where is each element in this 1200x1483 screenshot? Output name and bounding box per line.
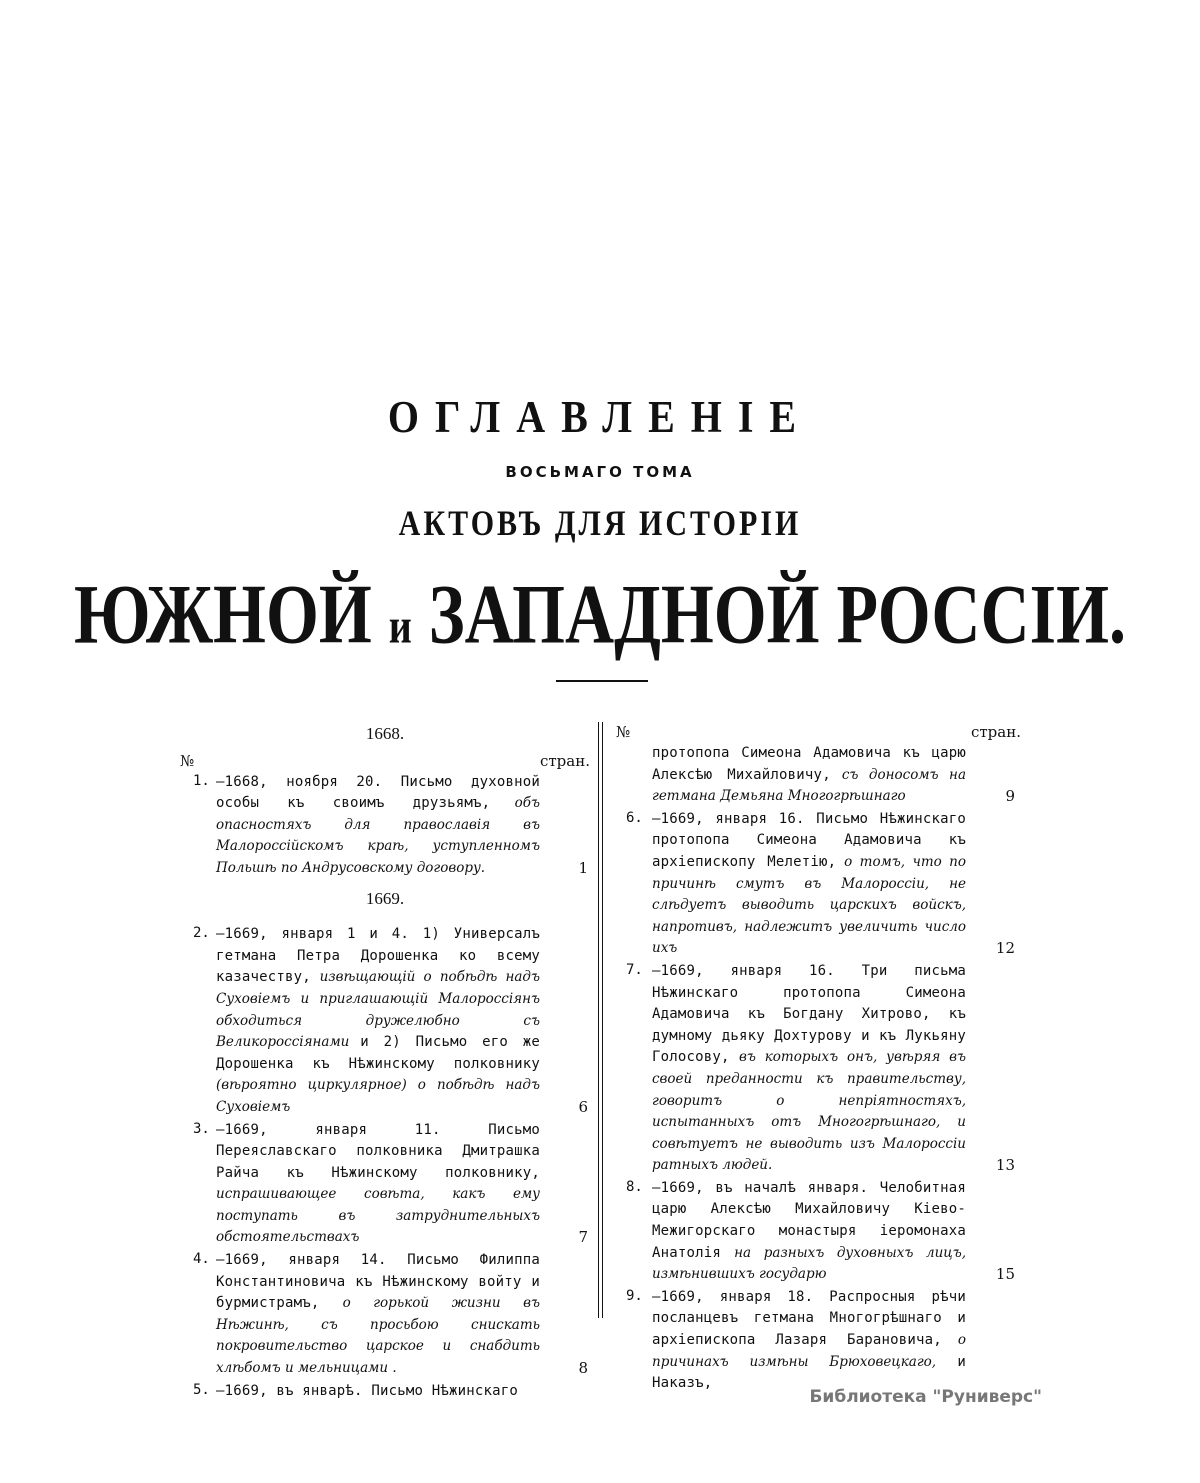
entry-description: о томъ, что по причинѣ смутъ въ Малороссіи, не слѣдуетъ выводить царскихъ войскъ, напротивъ, надлежитъ увеличить число ихъ — [652, 853, 966, 957]
region-west: ЗАПАДНОЙ РОССІИ. — [428, 566, 1126, 662]
entry-title: —1669, января 18. Распросныя рѣчи посланцевъ гетмана Многогрѣшнаго и архіепископа Лазаря Барановича, — [652, 1288, 966, 1349]
toc-entry[interactable] — [616, 960, 1021, 1176]
entry-number: 2. — [193, 925, 210, 942]
entry-number: 6. — [626, 809, 643, 826]
subtitle-region — [0, 558, 1200, 683]
subtitle-volume: ВОСЬМАГО ТОМА — [505, 463, 695, 481]
entry-number: 4. — [193, 1251, 210, 1268]
entry-page: 1 — [578, 858, 588, 877]
toc-entry[interactable] — [616, 808, 1021, 959]
entry-page: 8 — [578, 1359, 588, 1378]
entry-description: съ доносомъ на гетмана Демьяна Многогрѣшнаго — [652, 766, 966, 805]
entry-number: 5. — [193, 1381, 210, 1398]
entry-title-cont: и 2) Письмо его же Дорошенка къ Нѣжинскому полковнику — [216, 1034, 540, 1072]
entry-title: —1669, въ началѣ января. Челобитная царю Алексѣю Михайловичу Кіево-Межигорскаго монастыря іеромонаха Анатолія — [652, 1179, 966, 1261]
entry-title: —1668, ноября 20. Письмо духовной особы къ своимъ друзьямъ, — [216, 773, 540, 812]
page-label: стран. — [539, 751, 590, 770]
entry-page: 7 — [578, 1228, 588, 1247]
entry-description: объ опасностяхъ для православія въ Малороссійскомъ краѣ, уступленномъ Польшѣ по Андрусовскому договору. — [216, 795, 540, 876]
toc-entry[interactable] — [180, 1249, 590, 1379]
region-and: и — [388, 597, 412, 654]
entry-title: —1669, января 16. Письмо Нѣжинскаго протопопа Симеона Адамовича къ архіепископу Мелетію, — [652, 810, 966, 870]
entry-title: —1669, января 11. Письмо Переяславскаго полковника Дмитрашка Райча къ Нѣжинскому полковнику, — [216, 1121, 540, 1181]
toc-entry[interactable] — [180, 1119, 590, 1249]
entry-title: протопопа Симеона Адамовича къ царю Алексѣю Михайловичу, — [652, 745, 966, 783]
library-watermark: Библиотека "Руниверс" — [809, 1387, 1042, 1407]
entry-number: 1. — [193, 772, 210, 789]
entry-description: о горькой жизни въ Нѣжинѣ, съ просьбою снискать покровительство царское и снабдить хлѣбомъ и мельницами . — [216, 1295, 540, 1377]
entry-number: 3. — [193, 1120, 210, 1137]
year-heading: 1669. — [365, 888, 405, 908]
title-divider — [556, 680, 648, 682]
entry-title: —1669, въ январѣ. Письмо Нѣжинскаго — [216, 1382, 519, 1399]
entry-number: 7. — [626, 961, 643, 978]
entry-number: 8. — [626, 1178, 643, 1195]
entry-title: —1669, января 16. Три письма Нѣжинскаго протопопа Симеона Адамовича къ Богдану Хитрово, къ думному дьяку Дохтурову и къ Лукьяну Голосову, — [652, 962, 966, 1066]
year-heading: 1668. — [365, 724, 405, 743]
entry-description-cont: (вѣроятно циркулярное) о побѣдѣ надъ Суховіемъ — [216, 1077, 540, 1115]
region-south: ЮЖНОЙ — [74, 566, 372, 662]
entry-description: испрашивающее совѣта, какъ ему поступать въ затруднительныхъ обстоятельствахъ — [216, 1186, 540, 1246]
entry-description: извѣщающій о побѣдѣ надъ Суховіемъ и приглашающій Малороссіянъ обходиться дружелюбно съ Великороссіянами — [216, 969, 540, 1051]
entry-title: —1669, января 1 и 4. 1) Универсалъ гетмана Петра Дорошенка ко всему казачеству, — [216, 926, 540, 986]
number-label: № — [616, 723, 631, 741]
column-header — [180, 751, 590, 771]
entry-page: 15 — [995, 1265, 1015, 1284]
column-divider-1 — [598, 722, 599, 1318]
toc-left-column — [180, 722, 590, 1402]
entry-number: 9. — [626, 1287, 643, 1304]
page-label: стран. — [970, 723, 1021, 741]
entry-page: 6 — [578, 1097, 588, 1116]
page-title: ОГЛАВЛЕНІЕ — [387, 390, 813, 443]
toc-entry[interactable] — [180, 923, 590, 1117]
subtitle-acts: АКТОВЪ ДЛЯ ИСТОРІИ — [398, 503, 802, 544]
entry-page: 13 — [995, 1156, 1015, 1175]
toc-entry[interactable] — [616, 742, 1021, 807]
toc-entry[interactable] — [180, 1380, 590, 1402]
column-divider-2 — [602, 722, 603, 1318]
toc-entry[interactable] — [180, 771, 590, 879]
number-label: № — [180, 751, 195, 770]
toc-entry[interactable] — [616, 1177, 1021, 1285]
toc-right-column — [616, 722, 1021, 1395]
toc-entry[interactable] — [616, 1286, 1021, 1394]
entry-description: въ которыхъ онъ, увѣряя въ своей преданности къ правительству, говоритъ о непріятностяхъ, испытанныхъ отъ Многогрѣшнаго, и совѣтуетъ не выводить изъ Малороссіи ратныхъ людей. — [652, 1049, 966, 1174]
entry-page: 9 — [1005, 787, 1015, 806]
entry-description: о причинахъ измѣны Брюховецкаго, — [652, 1332, 966, 1370]
entry-page: 12 — [995, 939, 1015, 958]
entry-title: —1669, января 14. Письмо Филиппа Константиновича къ Нѣжинскому войту и бурмистрамъ, — [216, 1252, 540, 1312]
entry-description: на разныхъ духовныхъ лицъ, измѣнившихъ государю — [652, 1244, 966, 1283]
entry-title-cont: и Наказъ, — [652, 1353, 966, 1392]
column-header — [616, 722, 1021, 742]
